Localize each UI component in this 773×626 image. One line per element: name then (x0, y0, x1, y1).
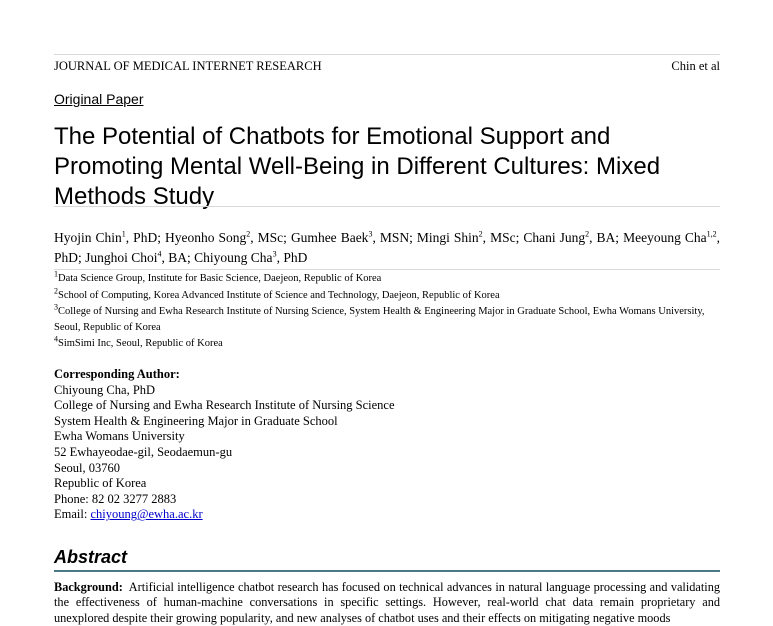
article-type[interactable]: Original Paper (54, 91, 144, 107)
running-header (54, 59, 720, 73)
corresponding-author-label: Corresponding Author: (54, 367, 180, 381)
corresponding-line: Chiyoung Cha, PhD (54, 382, 156, 397)
affiliation-item (54, 271, 720, 287)
paper-title: The Potential of Chatbots for Emotional Support and Promoting Mental Well-Being in Different Cultures: Mixed Methods Study (54, 123, 661, 210)
author-degree: , BA; (161, 249, 195, 265)
corresponding-line: College of Nursing and Ewha Research Institute of Nursing Science (54, 398, 395, 413)
affiliation-number: 3 (54, 302, 58, 312)
affiliation-item (54, 336, 720, 352)
email-line (54, 507, 720, 523)
author-degree: , PhD (276, 249, 308, 265)
author-affiliation-sup: 1 (121, 229, 126, 239)
affiliation-text: School of Computing, Korea Advanced Institute of Science and Technology, Daejeon, Republic of Korea (58, 289, 500, 301)
affiliation-text: SimSimi Inc, Seoul, Republic of Korea (58, 338, 223, 349)
affiliation-number: 4 (54, 334, 58, 344)
background-label: Background: (54, 580, 123, 594)
author-affiliation-sup: 2 (585, 229, 590, 239)
author-degree: , MSc; (482, 230, 524, 245)
affiliation-item (54, 288, 720, 304)
email-link[interactable]: chiyoung@ewha.ac.kr (90, 507, 203, 522)
author-name: Chani Jung (523, 230, 586, 245)
abstract-heading: Abstract (54, 547, 128, 567)
corresponding-line: Republic of Korea (54, 476, 147, 491)
corresponding-line: Ewha Womans University (54, 429, 185, 444)
author-name: Hyeonho Song (164, 230, 247, 245)
corresponding-line: Phone: 82 02 3277 2883 (54, 491, 177, 506)
affiliation-list (54, 271, 720, 352)
author-name: Junghoi Choi (85, 249, 158, 265)
header-rule (54, 54, 720, 55)
author-affiliation-sup: 2 (478, 229, 483, 239)
corresponding-line: Seoul, 03760 (54, 460, 120, 475)
email-label: Email: (54, 507, 91, 522)
abstract-background (54, 580, 720, 626)
affiliation-number: 2 (54, 286, 58, 295)
author-degree: , MSc; (250, 230, 291, 245)
author-degree: , PhD; (125, 230, 165, 245)
affiliation-text: College of Nursing and Ewha Research Institute of Nursing Science, System Health & Engineering Major in Graduate School, Ewha Womans University, Seoul, Republic of Korea (54, 306, 705, 333)
running-author: Chin et al (671, 59, 720, 73)
background-text: Artificial intelligence chatbot research has focused on technical advances in natural language processing and validating the effectiveness of human-machine conversations in specific settings. However, real-world chat data remain proprietary and unexplored despite their growing popularity, and new analyses of chatbot uses and their effects on mitigating negative moods (54, 580, 720, 625)
author-degree: , BA; (589, 230, 624, 245)
author-affiliation-sup: 3 (272, 249, 277, 258)
title-rule (54, 206, 720, 207)
author-affiliation-sup: 1,2 (706, 229, 717, 239)
author-affiliation-sup: 3 (368, 229, 373, 239)
affiliation-text: Data Science Group, Institute for Basic Science, Daejeon, Republic of Korea (58, 273, 382, 284)
author-degree: , PhD; (54, 230, 720, 265)
author-name: Hyojin Chin (54, 230, 122, 245)
author-name: Chiyoung Cha (194, 249, 273, 265)
author-affiliation-sup: 2 (246, 229, 251, 239)
corresponding-lines (54, 383, 720, 508)
corresponding-line: 52 Ewhayeodae-gil, Seodaemun-gu (54, 444, 233, 459)
corresponding-line: System Health & Engineering Major in Graduate School (54, 413, 338, 428)
authors-rule (54, 269, 720, 270)
corresponding-author-block (54, 367, 720, 523)
affiliation-item (54, 304, 720, 335)
abstract-rule (54, 570, 720, 572)
author-name: Gumhee Baek (290, 230, 369, 245)
author-list (54, 228, 720, 267)
author-name: Mingi Shin (416, 230, 479, 245)
journal-name: JOURNAL OF MEDICAL INTERNET RESEARCH (54, 59, 322, 73)
author-degree: , MSN; (372, 230, 417, 245)
affiliation-number: 1 (54, 269, 58, 279)
author-name: Meeyoung Cha (623, 230, 707, 245)
author-affiliation-sup: 4 (157, 249, 162, 258)
